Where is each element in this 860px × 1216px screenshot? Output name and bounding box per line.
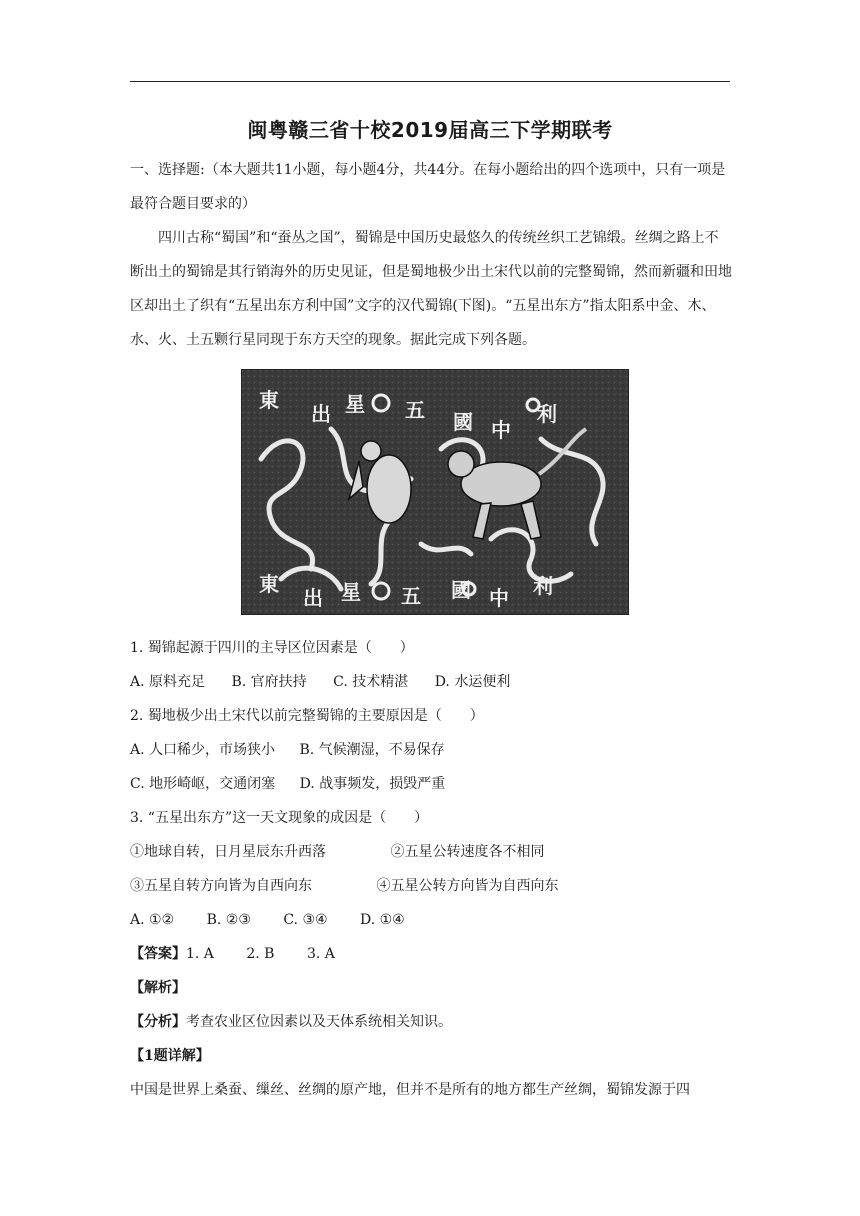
answer-label: 【答案】: [130, 946, 186, 962]
q3-statement-2: ②五星公转速度各不相同: [390, 844, 545, 860]
q1-option-b: B. 官府扶持: [231, 674, 307, 690]
q3-option-b: B. ②③: [206, 912, 251, 928]
fenxi-label: 【分析】: [130, 1014, 186, 1030]
brocade-char-bottom-1: 東: [259, 572, 279, 596]
brocade-char-top-3: 星: [345, 392, 365, 416]
q1-option-d: D. 水运便利: [434, 674, 511, 690]
brocade-char-bottom-5: 國: [451, 578, 471, 602]
question-2-stem: 2. 蜀地极少出土宋代以前完整蜀锦的主要原因是（ ）: [130, 708, 484, 724]
q2-option-c: C. 地形崎岖，交通闭塞: [130, 776, 276, 792]
brocade-char-bottom-6: 中: [489, 586, 509, 610]
question-2-options-row-2: [130, 767, 732, 801]
q3-option-a: A. ①②: [130, 912, 175, 928]
question-1-options: [130, 665, 732, 699]
header-rule: [130, 81, 730, 82]
q3-option-c: C. ③④: [283, 912, 328, 928]
analysis-heading: 【解析】: [130, 980, 186, 996]
page-title: 闽粤赣三省十校2019届高三下学期联考: [247, 118, 613, 142]
q2-option-a: A. 人口稀少，市场狭小: [130, 742, 276, 758]
answer-1: 1. A: [186, 946, 214, 962]
q3-statement-4: ④五星公转方向皆为自西向东: [376, 878, 559, 894]
brocade-char-top-5: 國: [453, 410, 473, 434]
brocade-char-top-4: 五: [405, 398, 425, 422]
q1-option-c: C. 技术精湛: [333, 674, 409, 690]
detail-heading: 【1题详解】: [130, 1048, 210, 1064]
shu-brocade-image: [241, 369, 629, 615]
brocade-char-top-2: 出: [311, 402, 331, 426]
q2-option-b: B. 气候潮湿，不易保存: [299, 742, 445, 758]
brocade-char-bottom-2: 出: [303, 586, 323, 610]
question-3-options: [130, 903, 732, 937]
question-2-options-row-1: [130, 733, 732, 767]
detail-text: 中国是世界上桑蚕、缫丝、丝绸的原产地，但并不是所有的地方都生产丝绸，蜀锦发源于四: [130, 1082, 690, 1098]
brocade-char-bottom-3: 星: [341, 580, 361, 604]
brocade-char-bottom-7: 利: [533, 574, 553, 598]
q3-statement-3: ③五星自转方向皆为自西向东: [130, 878, 312, 894]
fenxi-text: 考查农业区位因素以及天体系统相关知识。: [186, 1014, 452, 1030]
brocade-char-bottom-4: 五: [401, 584, 421, 608]
q1-option-a: A. 原料充足: [130, 674, 206, 690]
document-body: [130, 153, 732, 1107]
q2-option-d: D. 战事频发，损毁严重: [299, 776, 446, 792]
passage-paragraph: 四川古称“蜀国”和“蚕丛之国”，蜀锦是中国历史最悠久的传统丝织工艺锦缎。丝绸之路上不断出土的蜀锦是其行销海外的历史见证，但是蜀地极少出土宋代以前的完整蜀锦，然而新疆和田地区却出土了织有“五星出东方利中国”文字的汉代蜀锦(下图)。“五星出东方”指太阳系中金、木、水、火、土五颗行星同现于东方天空的现象。据此完成下列各题。: [130, 230, 732, 348]
brocade-char-top-7: 利: [537, 402, 557, 426]
question-3-stem: 3. “五星出东方”这一天文现象的成因是（ ）: [130, 810, 429, 826]
q3-option-d: D. ①④: [360, 912, 405, 928]
question-3-statements-row-2: [130, 869, 732, 903]
brocade-char-top-1: 東: [259, 388, 279, 412]
answer-2: 2. B: [246, 946, 275, 962]
section-heading: 一、选择题:（本大题共11小题，每小题4分，共44分。在每小题给出的四个选项中，只有一项是最符合题目要求的）: [130, 162, 726, 212]
question-1-stem: 1. 蜀锦起源于四川的主导区位因素是（ ）: [130, 640, 414, 656]
q3-statement-1: ①地球自转，日月星辰东升西落: [130, 844, 326, 860]
analysis-fenxi-line: [130, 1005, 732, 1039]
question-3-statements-row-1: [130, 835, 732, 869]
brocade-figure: [130, 369, 732, 629]
answer-line: [130, 937, 732, 971]
answer-3: 3. A: [306, 946, 335, 962]
brocade-char-top-6: 中: [491, 418, 511, 442]
